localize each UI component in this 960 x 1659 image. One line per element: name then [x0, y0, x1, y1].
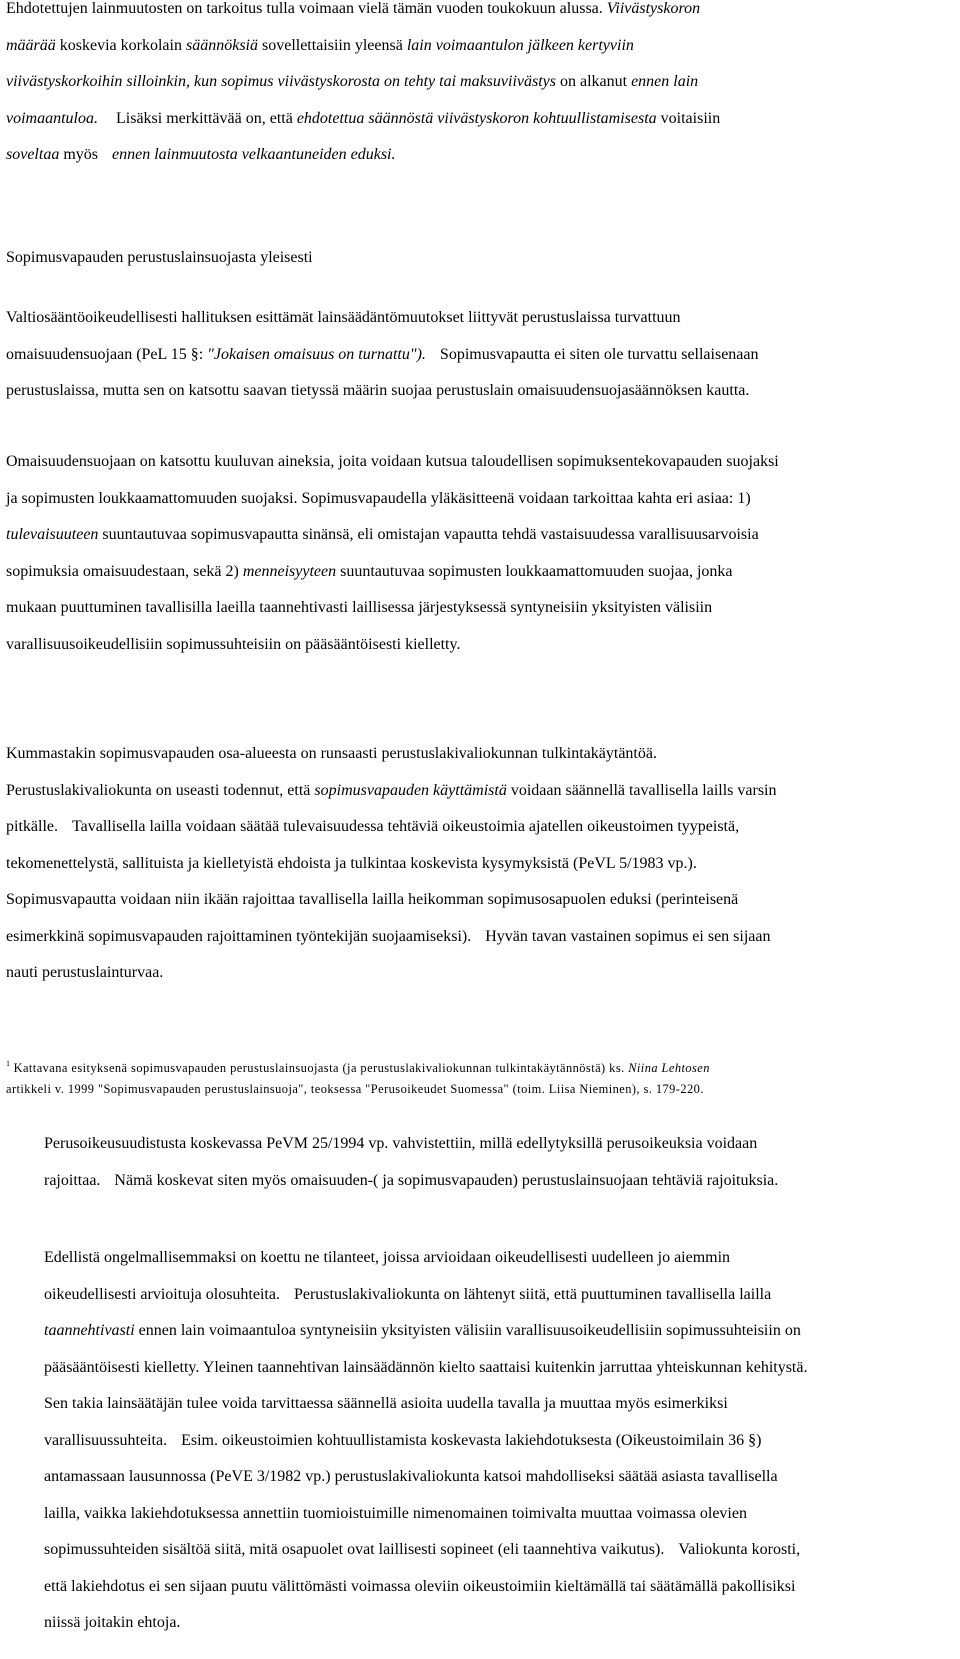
text-run: voidaan säännellä tavallisella laills varsin — [510, 781, 777, 799]
italic-run: ehdotettua säännöstä viivästyskoron kohtuullistamisesta — [296, 109, 657, 127]
text-line — [44, 1163, 956, 1200]
paragraph-property-protection — [6, 444, 951, 663]
text-line: Kummastakin sopimusvapauden osa-alueesta on runsaasti perustuslakivaliokunnan tulkintakäytäntöä. — [6, 745, 657, 762]
italic-run: voimaantuloa. — [6, 109, 98, 127]
text-run: pitkälle. — [6, 818, 58, 835]
text-run: varallisuussuhteita. — [44, 1431, 168, 1449]
text-run: myös — [63, 146, 98, 163]
text-line — [44, 1277, 956, 1314]
text-line: varallisuusoikeudellisiin sopimussuhteisiin on pääsääntöisesti kielletty. — [6, 635, 461, 653]
italic-run: Niina Lehtosen — [628, 1061, 710, 1075]
text-run: Kattavana esityksenä sopimusvapauden perustuslainsuojasta (ja perustuslakivaliokunnan tulkintakäytännöstä) ks. — [13, 1061, 625, 1075]
text-line — [6, 137, 951, 174]
text-run: esimerkkinä sopimusvapauden rajoittaminen työntekijän suojaamiseksi). — [6, 927, 472, 945]
italic-run: ennen lainmuutosta velkaantuneiden eduksi. — [112, 146, 396, 163]
text-line: perustuslaissa, mutta sen on katsottu saavan tietyssä määrin suojaa perustuslain omaisuudensuojasäännöksen kautta. — [6, 382, 750, 399]
text-line — [6, 0, 951, 28]
text-run: sovellettaisiin yleensä — [261, 36, 403, 54]
text-line — [6, 773, 951, 810]
text-run: Valiokunta korosti, — [678, 1541, 801, 1558]
text-run: Nämä koskevat siten myös omaisuuden-( ja sopimusvapauden) perustuslainsuojaan tehtäviä rajoituksia. — [114, 1171, 779, 1189]
italic-run: määrää — [6, 36, 56, 54]
italic-run: säännöksiä — [185, 36, 258, 54]
text-line: tekomenettelystä, sallituista ja kielletyistä ehdoista ja tulkintaa koskevista kysymyksistä (PeVL 5/1983 vp.). — [6, 854, 697, 872]
text-line: Edellistä ongelmallisemmaksi on koettu ne tilanteet, joissa arvioidaan oikeudellisesti uudelleen jo aiemmin — [44, 1249, 731, 1266]
text-line — [6, 337, 951, 374]
text-run: Perustuslakivaliokunta on lähtenyt siitä, että puuttuminen tavallisella lailla — [293, 1285, 772, 1303]
text-run: Tavallisella lailla voidaan säätää tulevaisuudessa tehtäviä oikeustoimia ajatellen oikeustoimen tyypeistä, — [71, 818, 740, 835]
text-line: niissä joitakin ehtoja. — [44, 1614, 181, 1631]
text-run: suuntautuvaa sopimusvapautta sinänsä, eli omistajan vapautta tehdä vastaisuudessa varallisuusarvoisia — [102, 526, 759, 543]
italic-run: menneisyyteen — [242, 562, 337, 580]
paragraph-committee-practice — [6, 736, 951, 992]
text-run: omaisuudensuojaan (PeL 15 §: — [6, 345, 204, 363]
text-line — [6, 809, 951, 846]
text-line: mukaan puuttuminen tavallisilla laeilla taannehtivasti laillisessa järjestyksessä syntyneisiin yksityisten välisiin — [6, 599, 713, 616]
text-line — [6, 554, 951, 591]
text-line: ja sopimusten loukkaamattomuuden suojaksi. Sopimusvapaudella yläkäsitteenä voidaan tarkoittaa kahta eri asiaa: 1) — [6, 489, 751, 507]
text-line — [6, 1053, 951, 1079]
text-line — [44, 1423, 956, 1460]
paragraph-late-interest — [6, 0, 951, 174]
italic-run: lain voimaantulon jälkeen kertyviin — [406, 36, 634, 54]
text-line: artikkeli v. 1999 "Sopimusvapauden perustuslainsuoja", teoksessa "Perusoikeudet Suomessa" (toim. Liisa Nieminen), s. 179-220. — [6, 1082, 704, 1096]
section-heading: Sopimusvapauden perustuslainsuojasta yleisesti — [6, 249, 313, 266]
text-line — [6, 28, 951, 65]
footnote-marker: 1 — [6, 1059, 10, 1068]
italic-run: soveltaa — [6, 146, 60, 163]
text-run: Perustuslakivaliokunta on useasti todennut, että — [6, 781, 311, 799]
text-line: Omaisuudensuojaan on katsottu kuuluvan aineksia, joita voidaan kutsua taloudellisen sopimuksentekovapauden suojaksi — [6, 453, 779, 470]
text-line — [6, 101, 951, 138]
italic-run: ennen lain — [631, 73, 699, 90]
paragraph-retroactivity — [44, 1240, 956, 1642]
paragraph-restrictions — [44, 1126, 956, 1199]
text-run: oikeudellisesti arvioituja olosuhteita. — [44, 1285, 280, 1303]
text-line: pääsääntöisesti kielletty. Yleinen taannehtivan lainsäädännön kielto saattaisi kuitenkin jarruttaa yhteiskunnan kehitystä. — [44, 1358, 808, 1376]
text-line: Perusoikeusuudistusta koskevassa PeVM 25/1994 vp. vahvistettiin, millä edellytyksillä perusoikeuksia voidaan — [44, 1135, 758, 1152]
text-run: sopimuksia omaisuudestaan, sekä 2) — [6, 562, 239, 580]
text-line: Sen takia lainsäätäjän tulee voida tarvittaessa säännellä asioita uudella tavalla ja muuttaa myös esimerkiksi — [44, 1395, 728, 1412]
text-line — [6, 517, 951, 554]
text-run: koskevia korkolain — [59, 36, 182, 54]
text-run: Lisäksi merkittävää on, että — [116, 109, 293, 127]
text-run: Ehdotettujen lainmuutosten on tarkoitus tulla voimaan vielä tämän vuoden toukokuun alussa. — [6, 0, 603, 17]
text-run: suuntautuvaa sopimusten loukkaamattomuuden suojaa, jonka — [340, 562, 733, 580]
text-line — [44, 1532, 956, 1569]
paragraph-constitutional-basis — [6, 300, 951, 410]
text-run: ennen lain voimaantuloa syntyneisiin yksityisten välisiin varallisuusoikeudellisiin sopimussuhteisiin on — [138, 1322, 801, 1339]
text-line: antamassaan lausunnossa (PeVE 3/1982 vp.) perustuslakivaliokunta katsoi mahdolliseksi säätää asiasta tavallisella — [44, 1468, 778, 1485]
text-line — [6, 919, 951, 956]
italic-run: tulevaisuuteen — [6, 526, 99, 543]
text-line: Sopimusvapautta voidaan niin ikään rajoittaa tavallisella lailla heikomman sopimusosapuolen eduksi (perinteisenä — [6, 891, 739, 908]
text-run: Hyvän tavan vastainen sopimus ei sen sijaan — [485, 927, 771, 945]
text-line: lailla, vaikka lakiehdotuksessa annettiin tuomioistuimille nimenomainen toimivalta muuttaa voimassa olevien — [44, 1504, 747, 1522]
text-line — [44, 1313, 956, 1350]
italic-run: Viivästyskoron — [606, 0, 701, 17]
text-run: Sopimusvapautta ei siten ole turvattu sellaisenaan — [439, 345, 759, 363]
text-run: Esim. oikeustoimien kohtuullistamista koskevasta lakiehdotuksesta (Oikeustoimilain 36 §) — [181, 1431, 762, 1449]
text-run: rajoittaa. — [44, 1171, 101, 1189]
italic-run: taannehtivasti — [44, 1322, 135, 1339]
text-run: on alkanut — [559, 73, 628, 90]
text-run: sopimussuhteiden sisältöä siitä, mitä osapuolet ovat laillisesti sopineet (eli taannehtiva vaikutus). — [44, 1541, 665, 1558]
text-line: että lakiehdotus ei sen sijaan puutu välittömästi voimassa oleviin oikeustoimiin kieltämällä tai säätämällä pakollisiksi — [44, 1577, 796, 1595]
text-line: Valtiosääntöoikeudellisesti hallituksen esittämät lainsäädäntömuutokset liittyvät perustuslaissa turvattuun — [6, 309, 681, 326]
text-run: voitaisiin — [660, 109, 721, 127]
italic-run: viivästyskorkoihin silloinkin, kun sopimus viivästyskorosta on tehty tai maksuviivästys — [6, 73, 556, 90]
footnote — [6, 1053, 951, 1100]
text-line — [6, 64, 951, 101]
text-line: nauti perustuslainturvaa. — [6, 964, 164, 981]
italic-run: "Jokaisen omaisuus on turnattu"). — [207, 345, 426, 363]
italic-run: sopimusvapauden käyttämistä — [314, 781, 507, 799]
